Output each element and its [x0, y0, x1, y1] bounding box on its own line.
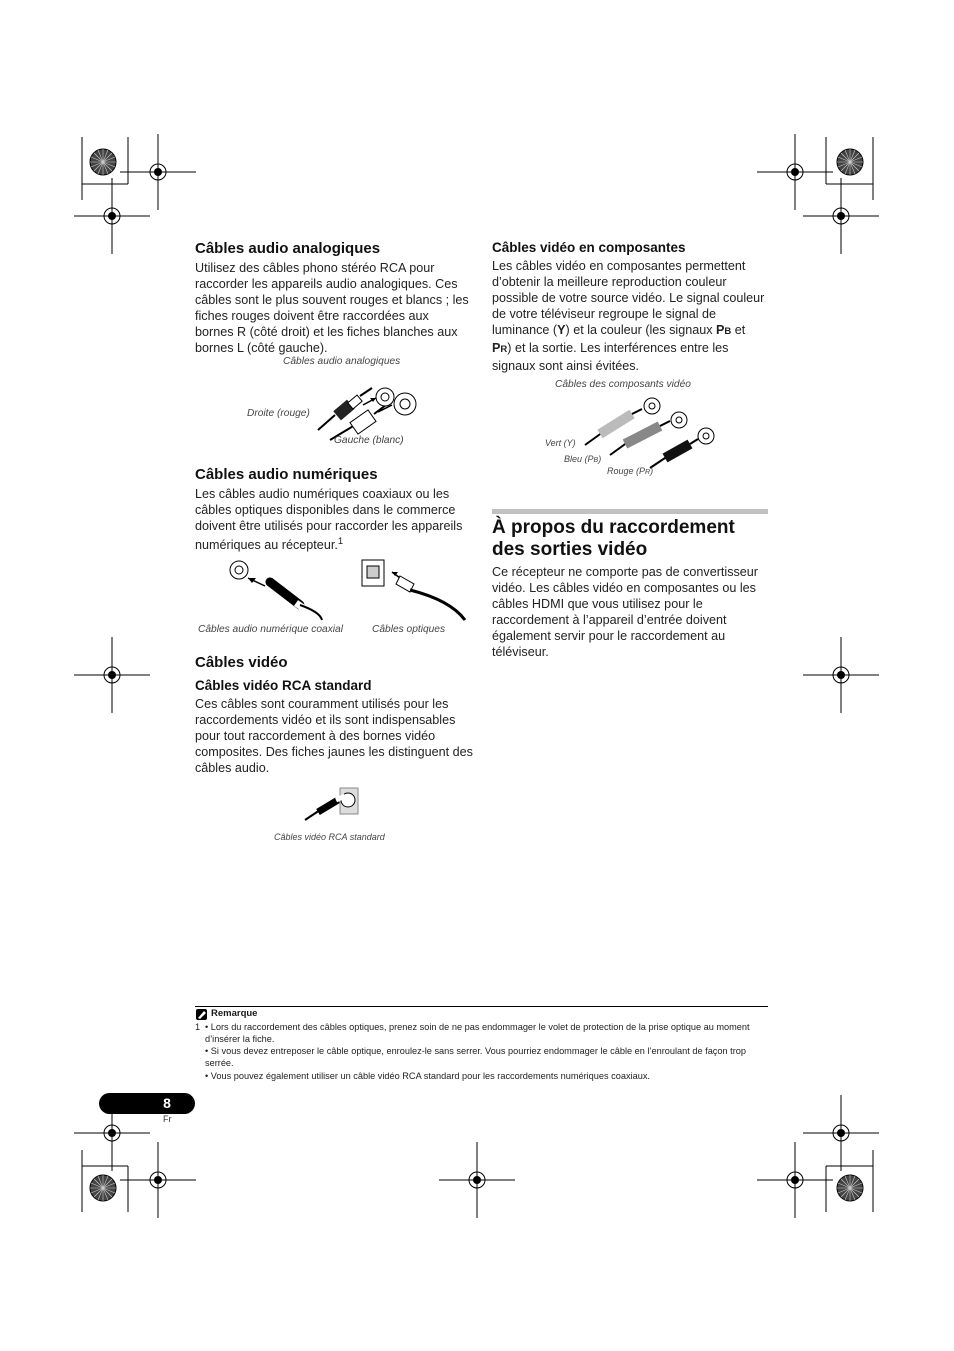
component-body-part-1: Les câbles vidéo en composantes permettent d’obtenir la meilleure reproduction couleur possible de votre source vidéo. Le signal couleur de votre téléviseur regroupe le signal de luminance ( — [492, 259, 765, 337]
component-video-heading: Câbles vidéo en composantes — [492, 240, 686, 255]
rca-video-subheading: Câbles vidéo RCA standard — [195, 678, 372, 693]
red-label-text: Rouge (P — [607, 466, 646, 476]
blue-label-text: Bleu (P — [564, 454, 594, 464]
analog-audio-heading: Câbles audio analogiques — [195, 240, 381, 257]
component-figure-title: Câbles des composants vidéo — [555, 379, 691, 390]
red-label-sub: R — [645, 469, 651, 476]
note-item-1: • Lors du raccordement des câbles optiques, prenez soin de ne pas endommager le volet de protection de la prise optique au moment d’insérer la fiche. — [205, 1022, 750, 1045]
analog-audio-figure-title: Câbles audio analogiques — [283, 356, 401, 367]
video-cables-heading: Câbles vidéo — [195, 654, 288, 671]
digital-audio-heading: Câbles audio numériques — [195, 466, 378, 483]
page-number: 8 — [163, 1095, 171, 1111]
note-item-3: • Vous pouvez également utiliser un câble vidéo RCA standard pour les raccordements numériques coaxiaux. — [205, 1071, 650, 1081]
red-label — [607, 466, 653, 476]
component-body-and: et — [731, 323, 746, 337]
digital-audio-body-text: Les câbles audio numériques coaxiaux ou les câbles optiques disponibles dans le commerce doivent être utilisés pour raccorder les appareils numériques au récepteur. — [195, 487, 463, 553]
luminance-symbol: Y — [557, 323, 566, 337]
pb-subscript: B — [724, 326, 732, 337]
component-body-part-3: ) et la sortie. Les interférences entre les signaux sont ainsi évitées. — [492, 341, 729, 373]
note-icon — [196, 1009, 207, 1020]
blue-label-sub: B — [593, 457, 599, 464]
analog-audio-label-left: Gauche (blanc) — [334, 435, 404, 446]
component-body-part-2: ) et la couleur (les signaux — [565, 323, 717, 337]
video-output-heading: À propos du raccordement des sorties vidéo — [492, 517, 735, 560]
analog-audio-body: Utilisez des câbles phono stéréo RCA pour raccorder les appareils audio analogiques. Ces câbles sont le plus souvent rouges et blancs ; les fiches rouges doivent être raccordées aux bornes R (côté droit) et les fiches blanches aux bornes L (côté gauche). — [195, 261, 469, 355]
page-number-tab — [99, 1093, 195, 1114]
rca-video-body: Ces câbles sont couramment utilisés pour les raccordements vidéo et ils sont indispensables pour tout raccordement à des bornes vidéo composites. Des fiches jaunes les distinguent des câbles audio. — [195, 697, 473, 775]
footnote-ref: 1 — [337, 536, 344, 547]
section-divider-bar — [492, 509, 768, 514]
pb-symbol: P — [716, 323, 725, 337]
note-item-2: • Si vous devez entreposer le câble optique, enroulez-le sans serrer. Vous pourriez endommager le câble en l’enroulant de façon trop serrée. — [205, 1046, 747, 1069]
note-number: 1 — [195, 1022, 201, 1032]
page-lang: Fr — [163, 1114, 172, 1124]
notes-rule — [195, 1006, 768, 1007]
video-output-body: Ce récepteur ne comporte pas de convertisseur vidéo. Les câbles vidéo en composantes ou les câbles HDMI que vous utilisez pour le raccordement à l’appareil d’entrée doivent également servir pour le raccordement au téléviseur. — [492, 565, 759, 659]
notes-title: Remarque — [211, 1008, 258, 1019]
blue-label — [564, 454, 601, 464]
pr-subscript: R — [500, 344, 508, 355]
analog-audio-label-right: Droite (rouge) — [247, 408, 310, 419]
green-label: Vert (Y) — [545, 438, 576, 448]
optical-caption: Câbles optiques — [372, 624, 446, 635]
coaxial-caption: Câbles audio numérique coaxial — [198, 624, 343, 635]
red-label-close: ) — [650, 466, 654, 476]
blue-label-close: ) — [598, 454, 602, 464]
rca-video-caption: Câbles vidéo RCA standard — [274, 832, 385, 842]
pr-symbol: P — [492, 341, 501, 355]
